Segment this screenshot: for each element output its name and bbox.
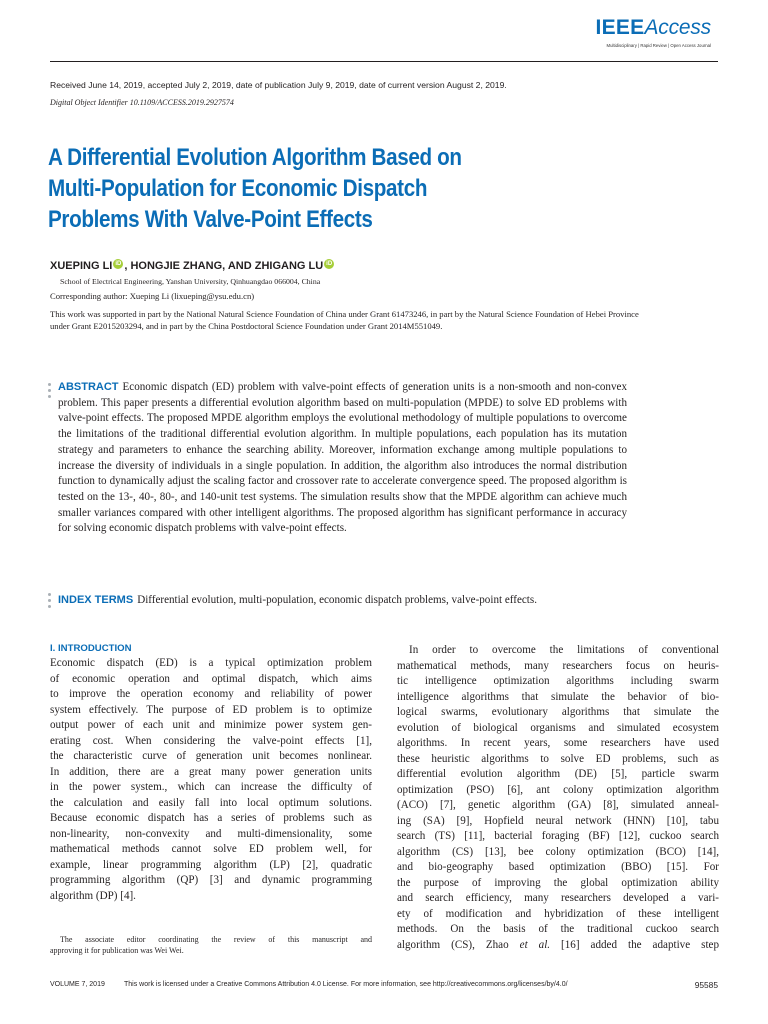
section-heading: I. INTRODUCTION bbox=[50, 643, 132, 654]
text-line: to improve the operation economy and reliability of power bbox=[50, 688, 372, 700]
title-line: A Differential Evolution Algorithm Based on bbox=[48, 144, 462, 171]
text-line: these heuristic algorithms to solve ED problems, such as bbox=[397, 752, 719, 765]
journal-tagline: Multidisciplinary | Rapid Review | Open Access Journal bbox=[606, 43, 711, 48]
index-terms-text: Differential evolution, multi-population, economic dispatch problems, valve-point effects. bbox=[137, 594, 537, 606]
orcid-icon[interactable]: iD bbox=[115, 261, 122, 267]
abstract bbox=[58, 380, 627, 537]
footnote-line: approving it for publication was Wei Wei. bbox=[50, 946, 184, 955]
abstract-label: ABSTRACT bbox=[58, 381, 119, 393]
text-run-italic: et al. bbox=[519, 938, 551, 951]
orcid-icon[interactable]: iD bbox=[326, 261, 333, 267]
text-line: the purpose of improving the global optimization ability bbox=[397, 876, 719, 889]
text-line: optimization (PSO) [6], ant colony optimization algorithm bbox=[397, 783, 719, 796]
author-rest: , HONGJIE ZHANG, AND ZHIGANG LU bbox=[124, 260, 324, 272]
text-line: mathematical methods, many researchers focus on heuris- bbox=[397, 659, 719, 672]
index-dots-icon bbox=[48, 593, 51, 611]
text-line: the characteristic curve of generation unit becomes nonlinear. bbox=[50, 750, 372, 762]
logo-ieee: IEEE bbox=[595, 16, 645, 39]
author-list bbox=[50, 259, 335, 272]
text-line: the calculation and easily fall into local optimum solutions. bbox=[50, 796, 372, 809]
text-line: (ACO) [7], genetic algorithm (GA) [8], simulated anneal- bbox=[397, 799, 719, 811]
corresponding-author: Corresponding author: Xueping Li (lixueping@ysu.edu.cn) bbox=[50, 291, 255, 301]
abstract-dots-icon bbox=[48, 383, 51, 401]
index-terms-label: INDEX TERMS bbox=[58, 594, 134, 606]
text-line: algorithm (DP) [4]. bbox=[50, 889, 136, 902]
text-line bbox=[397, 938, 719, 954]
text-line: and bio-geography based optimization (BBO) [15]. For bbox=[397, 861, 719, 873]
footer-page-number: 95585 bbox=[694, 980, 718, 990]
text-line: Because economic dispatch has a series of problems such as bbox=[50, 812, 372, 824]
text-line: differential evolution algorithm (DE) [5], particle swarm bbox=[397, 768, 719, 780]
text-line: In order to overcome the limitations of conventional bbox=[409, 644, 719, 656]
title-line: Problems With Valve-Point Effects bbox=[48, 206, 373, 233]
received-dates: Received June 14, 2019, accepted July 2, 2019, date of publication July 9, 2019, date of current version August 2, 2019. bbox=[50, 80, 507, 90]
logo-access: Access bbox=[644, 16, 711, 39]
editor-footnote bbox=[50, 934, 372, 956]
title-line: Multi-Population for Economic Dispatch bbox=[48, 175, 428, 202]
paper-title bbox=[48, 142, 564, 235]
affiliation: School of Electrical Engineering, Yanshan University, Qinhuangdao 066004, China bbox=[60, 277, 321, 286]
funding-statement: This work was supported in part by the National Natural Science Foundation of China under Grant 61473246, in part by the Natural Science Foundation of Hebei Province under Grant E2015203294, and in part by the China Postdoctoral Science Foundation under Grant 2014M551049. bbox=[50, 309, 639, 332]
text-line: system effectively. The purpose of ED problem is to optimize bbox=[50, 703, 372, 716]
text-line: algorithms. In recent years, some researchers have used bbox=[397, 737, 719, 749]
text-line: and search efficiency, many researchers developed a vari- bbox=[397, 892, 719, 904]
text-line: erating cost. When considering the valve-point effects [1], bbox=[50, 734, 372, 747]
text-line: algorithm (CS) [13], bee colony optimization (BCO) [14], bbox=[397, 845, 719, 858]
text-line: mathematical methods cannot solve ED problem well, for bbox=[50, 843, 372, 855]
footnote-line: The associate editor coordinating the review of this manuscript and bbox=[60, 935, 372, 944]
text-line: ing (SA) [9], Hopfield neural network (HNN) [10], tabu bbox=[397, 814, 719, 827]
text-line: intelligence algorithms that simulate the behavior of bio- bbox=[397, 690, 719, 703]
text-line: example, linear programming algorithm (LP) [2], quadratic bbox=[50, 858, 372, 871]
text-line: tic intelligence optimization algorithms including swarm bbox=[397, 675, 719, 687]
footer-volume: VOLUME 7, 2019 bbox=[50, 981, 105, 988]
text-line: non-linearity, non-convexity and multi-dimensionality, some bbox=[50, 827, 372, 840]
text-line: logical swarms, evolutionary algorithms that simulate the bbox=[397, 706, 719, 718]
text-line: search (TS) [11], bacterial foraging (BF) [12], cuckoo search bbox=[397, 830, 719, 842]
abstract-text: Economic dispatch (ED) problem with valve-point effects of generation units is a non-smooth and non-convex problem. This paper presents a differential evolution algorithm based on multi-population (MPDE) to solve ED problems with valve-point effects. The proposed MPDE algorithm employs the evolutional methodology of multiple populations to overcome the limitations of the traditional differential evolution algorithm. In multiple populations, each population has its mutation strategy and parameters to enhance the searching ability. Moreover, information exchange among multiple populations to increase the diversity of individuals in a single population. In addition, the algorithm also introduces the normal distribution function to dynamically adjust the scaling factor and crossover rate to accelerate convergence speed. The proposed algorithm is tested on the 13-, 40-, 80-, and 140-unit test systems. The simulation results show that the MPDE algorithm can achieve much smaller variances compared with other intelligent algorithms. The proposed algorithm has significant performance in accuracy for solving economic dispatch problems with valve-point effects. bbox=[58, 381, 627, 535]
text-run: [16] added the adaptive step bbox=[550, 938, 720, 951]
text-run: algorithm (CS), Zhao bbox=[397, 938, 520, 951]
footer-license[interactable]: This work is licensed under a Creative Commons Attribution 4.0 License. For more information, see http://creativecommons.org/licenses/by/4.0/ bbox=[124, 981, 568, 988]
doi-line: Digital Object Identifier 10.1109/ACCESS.2019.2927574 bbox=[50, 98, 234, 107]
intro-right-column bbox=[397, 643, 719, 953]
text-line: programming algorithm (QP) [3] and dynamic programming bbox=[50, 874, 372, 886]
text-line: Economic dispatch (ED) is a typical optimization problem bbox=[50, 657, 372, 669]
journal-logo bbox=[595, 17, 711, 48]
header-rule bbox=[50, 61, 718, 62]
text-line: of economic operation and optimal dispatch, which aims bbox=[50, 672, 372, 685]
text-line: output power of each unit and minimize power system gen- bbox=[50, 719, 372, 731]
author-first: XUEPING LI bbox=[50, 260, 113, 272]
text-line: In addition, there are a great many power generation units bbox=[50, 765, 372, 778]
intro-left-column bbox=[50, 656, 372, 904]
index-terms bbox=[58, 593, 658, 608]
text-line: evolution of biological organisms and simulated ecosystem bbox=[397, 721, 719, 734]
text-line: ety of modification and hybridization of these intelligent bbox=[397, 907, 719, 920]
text-line: methods. On the basis of the traditional cuckoo search bbox=[397, 923, 719, 935]
text-line: in the power system., which can increase the difficulty of bbox=[50, 781, 372, 793]
